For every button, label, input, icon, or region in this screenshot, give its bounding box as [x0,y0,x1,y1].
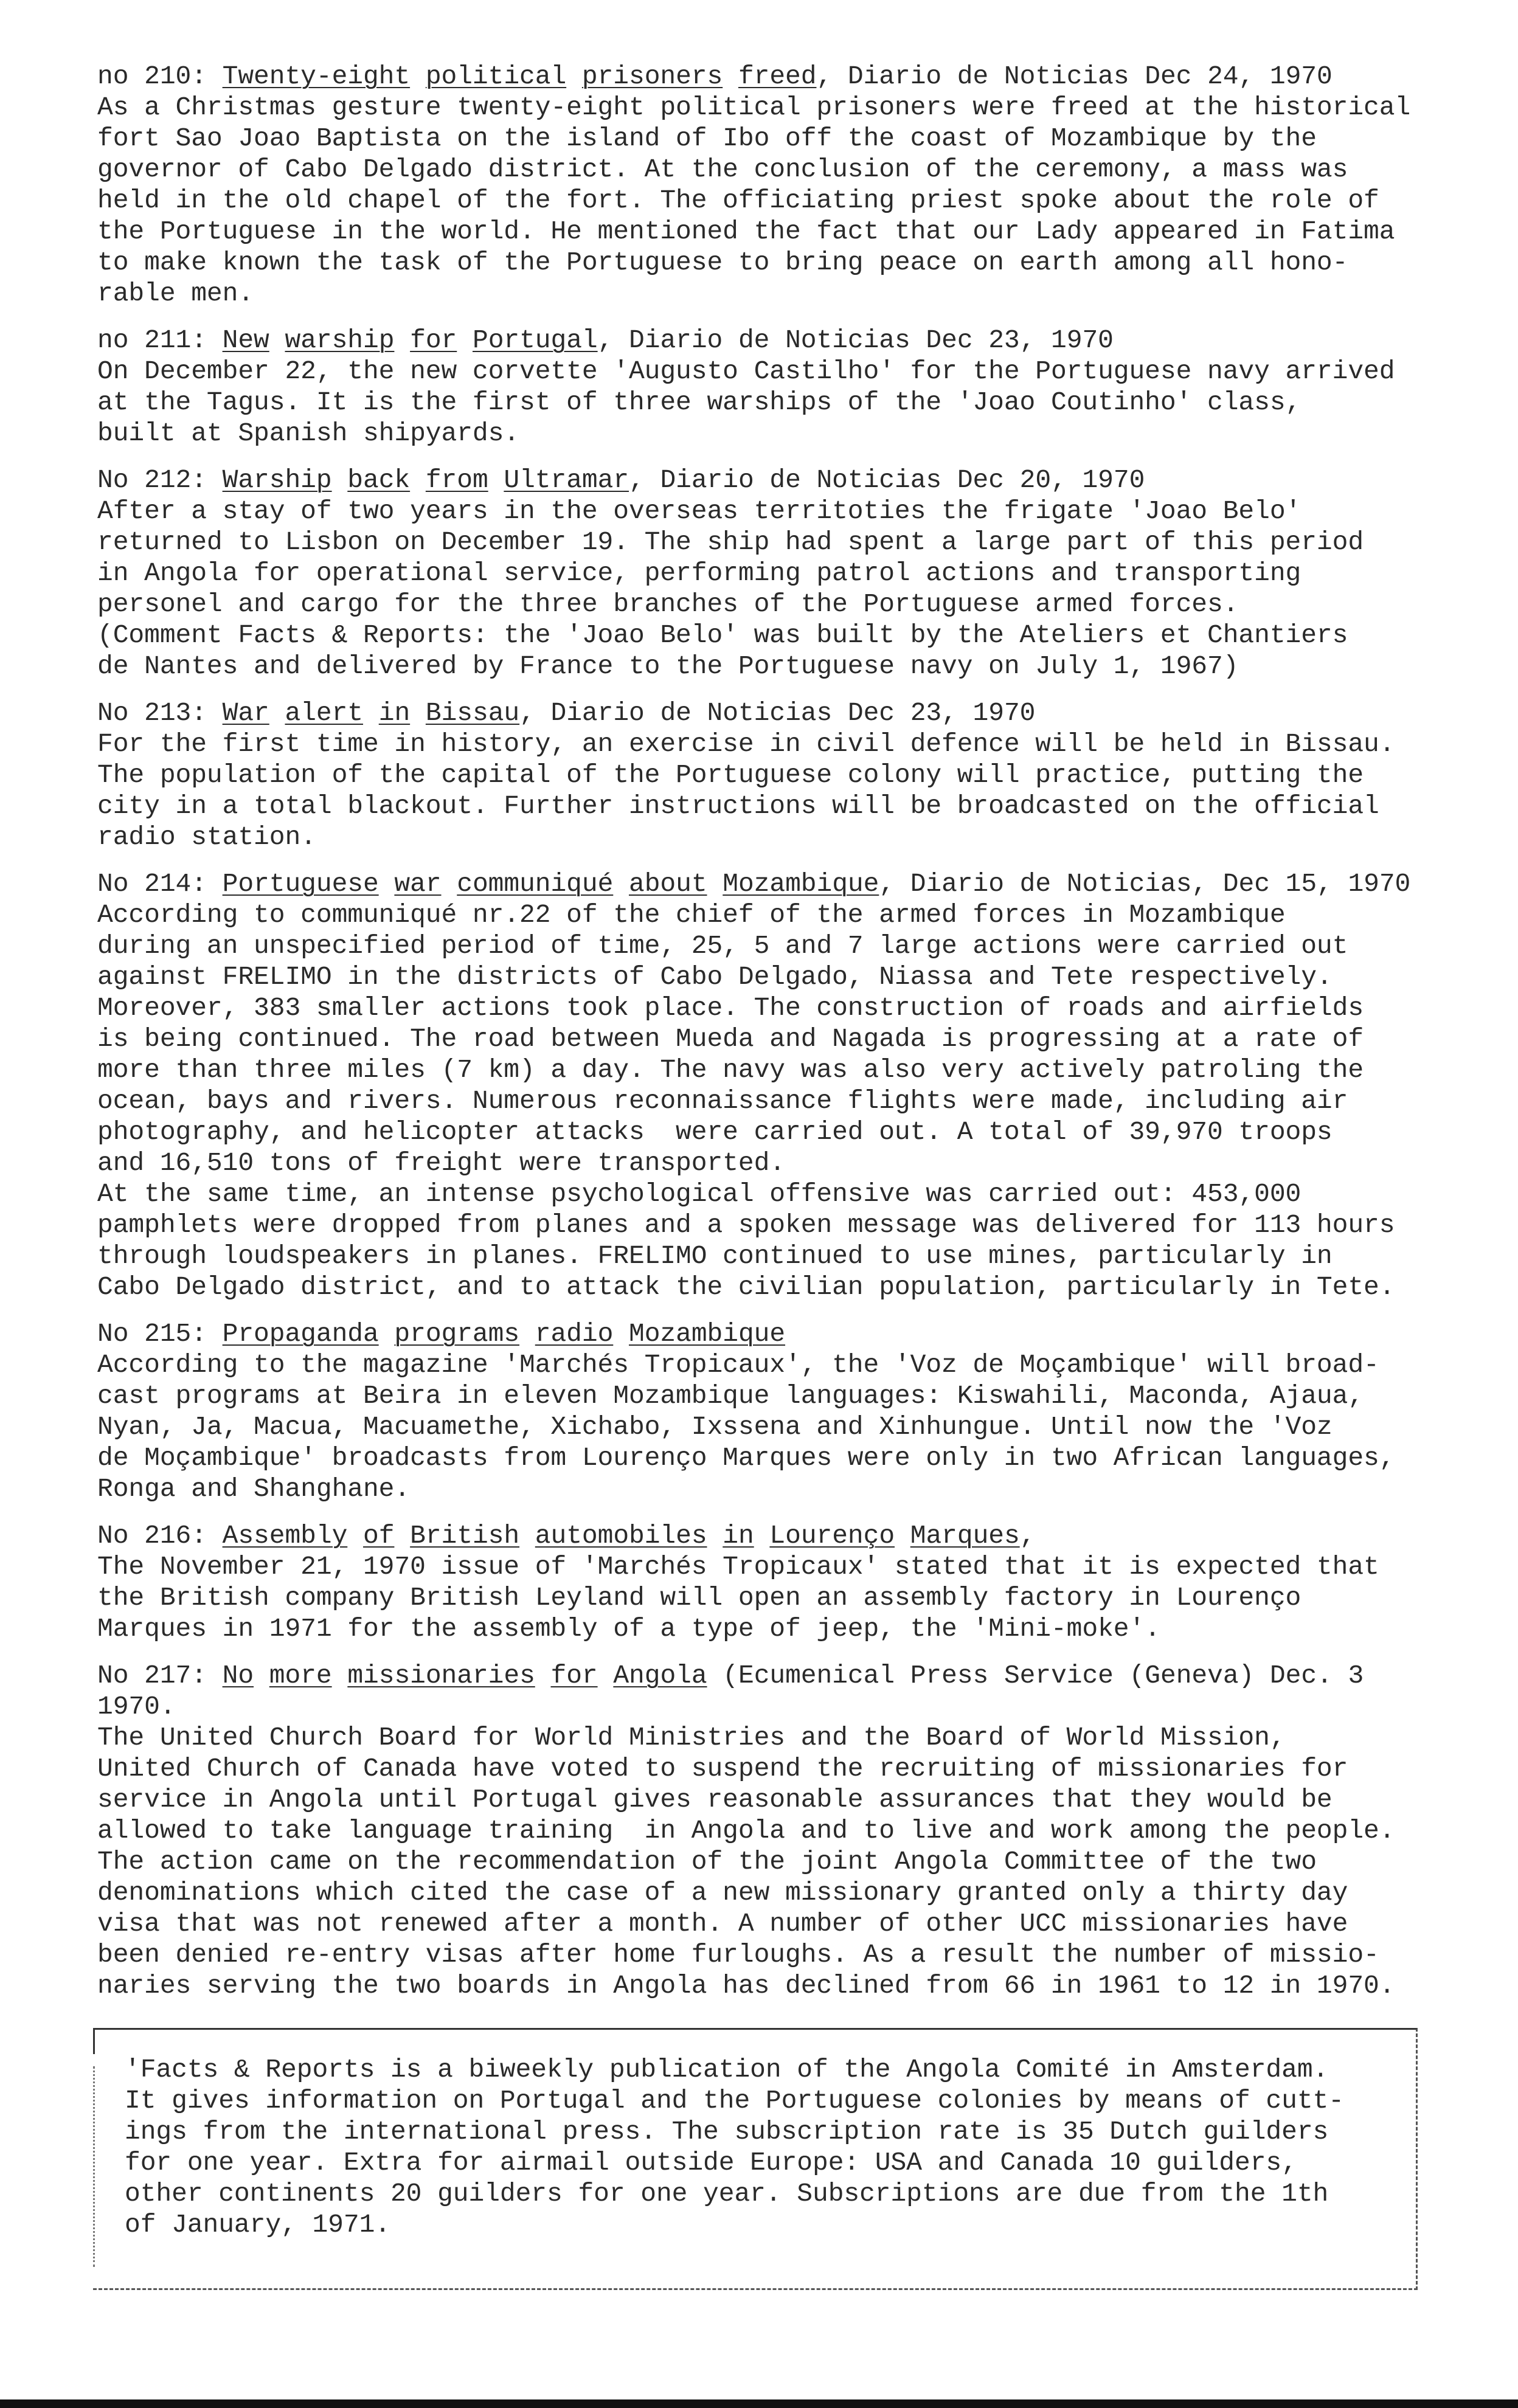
item-title-word: Lourenço [769,1521,895,1551]
notice-line: for one year. Extra for airmail outside Europe: USA and Canada 10 guilders, [125,2148,1297,2178]
news-item-heading [97,61,1454,92]
item-title-word: No [222,1661,254,1690]
body-line: naries serving the two boards in Angola has declined from 66 in 1961 to 12 in 1970. [97,1971,1395,2001]
body-line: allowed to take language training in Angola and to live and work among the people. [97,1816,1395,1846]
body-line: According to communiqué nr.22 of the chief of the armed forces in Mozambique [97,900,1286,930]
body-line: Cabo Delgado district, and to attack the civilian population, particularly in Tete. [97,1272,1395,1302]
body-line: is being continued. The road between Mueda and Nagada is progressing at a rate of [97,1024,1364,1054]
item-source: , Diario de Noticias Dec 20, 1970 [629,465,1145,495]
item-title-word: from [425,465,488,495]
item-title-word: prisoners [581,61,723,91]
body-line: the Portuguese in the world. He mentioned the fact that our Lady appeared in Fatima [97,216,1395,246]
item-number: no 211: [97,325,223,355]
body-line: and 16,510 tons of freight were transported. [97,1148,785,1178]
item-title-word: Angola [613,1661,707,1690]
item-title-word: back [347,465,411,495]
body-line: The population of the capital of the Portuguese colony will practice, putting the [97,760,1364,790]
body-line: Marques in 1971 for the assembly of a type of jeep, the 'Mini-moke'. [97,1614,1160,1644]
news-item-217 [97,1660,1454,2001]
news-item-heading [97,1520,1454,1551]
body-line: (Comment Facts & Reports: the 'Joao Belo' was built by the Ateliers et Chantiers [97,620,1348,650]
news-item-213 [97,697,1454,853]
item-title-word: Marques [910,1521,1020,1551]
body-line: during an unspecified period of time, 25, 5 and 7 large actions were carried out [97,931,1348,961]
body-line: against FRELIMO in the districts of Cabo Delgado, Niassa and Tete respectively. [97,962,1333,992]
item-title-word: British [410,1521,520,1551]
entries-list [97,61,1454,2001]
body-line: At the same time, an intense psychological offensive was carried out: 453,000 [97,1179,1301,1209]
item-title-word: missionaries [347,1661,535,1690]
news-item-215 [97,1318,1454,1504]
body-line: As a Christmas gesture twenty-eight political prisoners were freed at the historical [97,92,1411,122]
body-line: cast programs at Beira in eleven Mozambique languages: Kiswahili, Maconda, Ajaua, [97,1381,1364,1411]
notice-line: 'Facts & Reports is a biweekly publication of the Angola Comité in Amsterdam. [125,2055,1329,2085]
body-line: Nyan, Ja, Macua, Macuamethe, Xichabo, Ixssena and Xinhungue. Until now the 'Voz [97,1412,1333,1442]
body-line: de Nantes and delivered by France to the Portuguese navy on July 1, 1967) [97,651,1239,681]
body-line: For the first time in history, an exercise in civil defence will be held in Bissau. [97,729,1395,759]
body-line: 1970. [97,1692,176,1721]
item-title-word: Warship [222,465,332,495]
item-title-word: radio [535,1319,614,1349]
body-line: built at Spanish shipyards. [97,418,520,448]
item-title-word: in [378,698,411,728]
body-line: been denied re-entry visas after home furloughs. As a result the number of missio- [97,1940,1379,1970]
item-title-word: for [410,325,457,355]
item-title-word: War [222,698,269,728]
notice-line: ings from the international press. The subscription rate is 35 Dutch guilders [125,2117,1329,2147]
item-number: No 214: [97,869,223,899]
body-line: Ronga and Shanghane. [97,1474,411,1504]
subscription-notice-box [93,2028,1418,2290]
item-title-word: Bissau [425,698,520,728]
item-title-word: Assembly [222,1521,348,1551]
body-line: de Moçambique' broadcasts from Lourenço Marques were only in two African languages, [97,1443,1395,1473]
body-line: The action came on the recommendation of the joint Angola Committee of the two [97,1847,1317,1877]
body-line: Moreover, 383 smaller actions took place. The construction of roads and airfields [97,993,1364,1023]
news-item-210 [97,61,1454,309]
body-line: The United Church Board for World Ministries and the Board of World Mission, [97,1723,1286,1752]
body-line: On December 22, the new corvette 'Augusto Castilho' for the Portuguese navy arrived [97,356,1395,386]
body-line: held in the old chapel of the fort. The officiating priest spoke about the role of [97,185,1379,215]
item-number: No 217: [97,1661,223,1690]
body-line: fort Sao Joao Baptista on the island of Ibo off the coast of Mozambique by the [97,123,1317,153]
item-source: , Diario de Noticias, Dec 15, 1970 [879,869,1411,899]
item-source: , [1019,1521,1036,1551]
body-line: denominations which cited the case of a new missionary granted only a thirty day [97,1878,1348,1908]
body-line: service in Angola until Portugal gives reasonable assurances that they would be [97,1785,1333,1815]
notice-line: It gives information on Portugal and the Portuguese colonies by means of cutt- [125,2086,1344,2116]
item-title-word: Portugal [472,325,598,355]
news-item-214 [97,868,1454,1303]
item-source: , Diario de Noticias Dec 23, 1970 [597,325,1114,355]
body-line: The November 21, 1970 issue of 'Marchés Tropicaux' stated that it is expected that [97,1552,1379,1582]
item-title-word: for [550,1661,598,1690]
document-page [97,61,1454,2017]
subscription-notice-text [125,2054,1344,2240]
item-number: No 215: [97,1319,223,1349]
news-item-heading [97,1660,1454,1691]
news-item-212 [97,465,1454,682]
item-number: No 216: [97,1521,223,1551]
item-source: , Diario de Noticias Dec 24, 1970 [816,61,1333,91]
item-title-word: Mozambique [629,1319,786,1349]
item-title-word: Portuguese [222,869,379,899]
item-source: (Ecumenical Press Service (Geneva) Dec. 3 [707,1661,1364,1690]
item-title-word: warship [285,325,395,355]
news-item-heading [97,697,1454,728]
body-line: returned to Lisbon on December 19. The ship had spent a large part of this period [97,527,1364,557]
item-title-word: in [723,1521,754,1551]
item-title-word: freed [738,61,817,91]
news-item-216 [97,1520,1454,1644]
item-title-word: automobiles [535,1521,707,1551]
body-line: in Angola for operational service, performing patrol actions and transporting [97,558,1301,588]
item-title-word: programs [394,1319,520,1349]
item-source: , Diario de Noticias Dec 23, 1970 [519,698,1036,728]
item-title-word: Twenty-eight [222,61,411,91]
body-line: through loudspeakers in planes. FRELIMO continued to use mines, particularly in [97,1241,1333,1271]
item-number: no 210: [97,61,223,91]
notice-line: other continents 20 guilders for one year. Subscriptions are due from the 1th [125,2179,1329,2209]
body-line: city in a total blackout. Further instructions will be broadcasted on the official [97,791,1379,821]
item-number: No 212: [97,465,223,495]
notice-line: of January, 1971. [125,2210,390,2240]
item-title-word: political [425,61,567,91]
item-title-word: New [222,325,269,355]
item-title-word: more [269,1661,332,1690]
body-line: governor of Cabo Delgado district. At the conclusion of the ceremony, a mass was [97,154,1348,184]
body-line: more than three miles (7 km) a day. The navy was also very actively patroling the [97,1055,1364,1085]
item-title-word: Propaganda [222,1319,379,1349]
body-line: personel and cargo for the three branches of the Portuguese armed forces. [97,589,1239,619]
body-line: visa that was not renewed after a month. A number of other UCC missionaries have [97,1909,1348,1939]
box-left-edge [93,2066,95,2267]
body-line: photography, and helicopter attacks were carried out. A total of 39,970 troops [97,1117,1333,1147]
body-line: ocean, bays and rivers. Numerous reconnaissance flights were made, including air [97,1086,1348,1116]
item-title-word: of [363,1521,395,1551]
item-title-word: about [629,869,707,899]
item-title-word: war [394,869,442,899]
body-line: to make known the task of the Portuguese to bring peace on earth among all hono- [97,247,1348,277]
body-line: According to the magazine 'Marchés Tropicaux', the 'Voz de Moçambique' will broad- [97,1350,1379,1380]
news-item-heading [97,465,1454,496]
body-line: United Church of Canada have voted to suspend the recruiting of missionaries for [97,1754,1348,1784]
body-line: radio station. [97,822,316,852]
news-item-heading [97,1318,1454,1349]
item-title-word: communiqué [457,869,614,899]
item-title-word: alert [285,698,364,728]
box-corner [93,2030,95,2054]
item-number: No 213: [97,698,223,728]
body-line: After a stay of two years in the overseas territoties the frigate 'Joao Belo' [97,496,1301,526]
news-item-heading [97,868,1454,899]
news-item-211 [97,325,1454,449]
item-title-word: Mozambique [723,869,879,899]
body-line: the British company British Leyland will open an assembly factory in Lourenço [97,1583,1301,1613]
body-line: at the Tagus. It is the first of three warships of the 'Joao Coutinho' class, [97,387,1301,417]
body-line: pamphlets were dropped from planes and a spoken message was delivered for 113 hours [97,1210,1395,1240]
news-item-heading [97,325,1454,356]
item-title-word: Ultramar [504,465,629,495]
page-bottom-edge [0,2399,1518,2408]
body-line: rable men. [97,279,254,308]
